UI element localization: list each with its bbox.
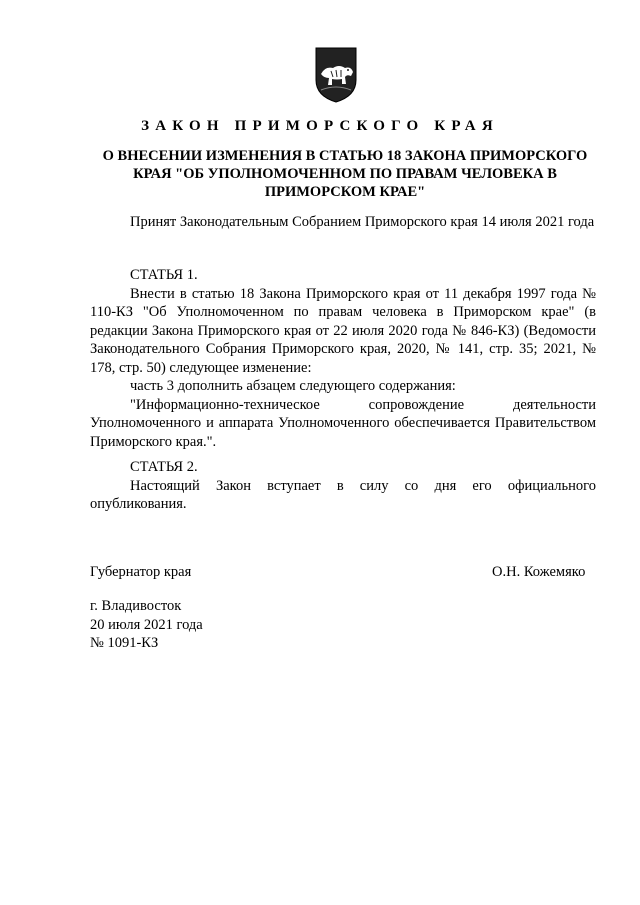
adoption-text: Принят Законодательным Собранием Приморского края 14 июля 2021 года <box>130 214 595 230</box>
article-2 <box>90 458 596 514</box>
city: г. Владивосток <box>90 598 182 614</box>
law-footer <box>90 597 203 653</box>
article-1-paragraph-3: "Информационно-техническое сопровождение деятельности Уполномоченного и аппарата Уполномоченного обеспечивается Правительством Приморского края.". <box>90 396 596 450</box>
signatory-name: О.Н. Кожемяко <box>492 564 586 580</box>
article-2-heading: СТАТЬЯ 2. <box>130 459 198 475</box>
law-subtitle: О ВНЕСЕНИИ ИЗМЕНЕНИЯ В СТАТЬЮ 18 ЗАКОНА ПРИМОРСКОГО КРАЯ "ОБ УПОЛНОМОЧЕННОМ ПО ПРАВАМ ЧЕЛОВЕКА В ПРИМОРСКОМ КРАЕ" <box>102 148 588 200</box>
article-1-heading: СТАТЬЯ 1. <box>130 267 198 283</box>
law-number: № 1091-КЗ <box>90 635 159 651</box>
article-1 <box>90 266 596 451</box>
article-1-paragraph-2: часть 3 дополнить абзацем следующего содержания: <box>130 378 456 394</box>
adoption-note <box>90 213 596 232</box>
primorye-coat-of-arms-icon <box>313 44 359 104</box>
signing-date: 20 июля 2021 года <box>90 616 203 633</box>
signatory-position: Губернатор края <box>90 564 192 580</box>
article-1-paragraph-1: Внести в статью 18 Закона Приморского края от 11 декабря 1997 года № 110-КЗ "Об Уполномоченном по правам человека в Приморском крае" (в редакции Закона Приморского края от 22 июля 2020 года № 846-КЗ) (Ведомости Законодательного Собрания Приморского края, 2020, № 141, стр. 35; 2021, № 178, стр. 50) следующее изменение: <box>90 285 596 376</box>
law-title: ЗАКОН ПРИМОРСКОГО КРАЯ <box>141 118 499 134</box>
article-2-paragraph-1: Настоящий Закон вступает в силу со дня его официального опубликования. <box>90 477 596 512</box>
